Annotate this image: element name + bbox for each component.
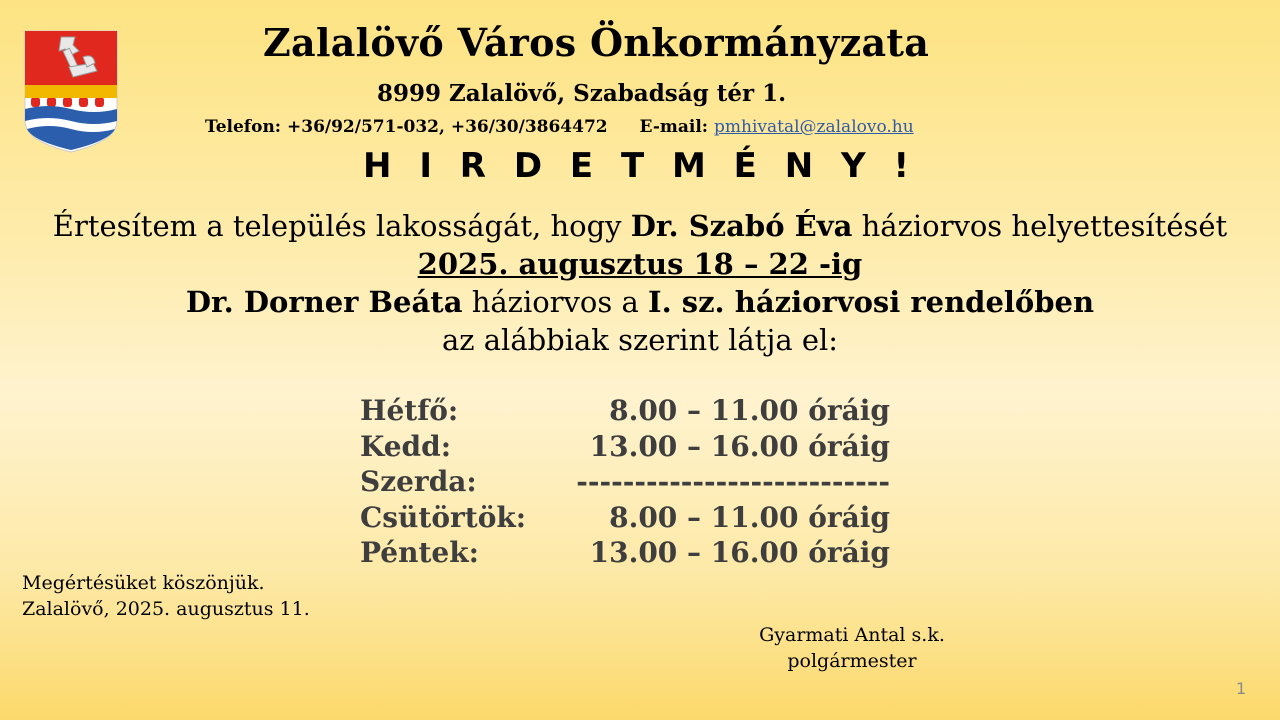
schedule-row (360, 464, 890, 500)
schedule-row (360, 429, 890, 465)
signature-block (752, 622, 952, 674)
signer-name: Gyarmati Antal s.k. (759, 624, 945, 646)
schedule-hours: 8.00 – 11.00 óráig (609, 500, 890, 534)
contact-line (205, 117, 914, 137)
phone-text: Telefon: +36/92/571-032, +36/30/3864472 (205, 117, 608, 137)
substitute-name: Dr. Dorner Beáta (185, 285, 463, 319)
thanks-line: Megértésüket köszönjük. (22, 572, 265, 594)
schedule-day: Hétfő: (360, 394, 459, 427)
signer-title: polgármester (787, 650, 917, 672)
page-title: Zalalövő Város Önkormányzata (263, 20, 930, 65)
schedule-day: Csütörtök: (360, 500, 527, 534)
notice-body (0, 207, 1280, 359)
notice-text: háziorvos a (462, 285, 648, 319)
schedule-table (360, 393, 890, 571)
schedule-row (360, 535, 890, 571)
schedule-hours: 13.00 – 16.00 óráig (589, 429, 890, 463)
email-label: E-mail: (639, 117, 709, 137)
schedule-day: Péntek: (360, 536, 479, 569)
doctor-name: Dr. Szabó Éva (630, 209, 853, 243)
notice-line-3 (0, 283, 1280, 321)
schedule-day: Kedd: (360, 429, 452, 463)
notice-text: Értesítem a település lakosságát, hogy (52, 209, 631, 243)
date-range: 2025. augusztus 18 – 22 -ig (417, 247, 863, 281)
page-number: 1 (1236, 679, 1247, 698)
schedule-row (360, 500, 890, 536)
address: 8999 Zalalövő, Szabadság tér 1. (377, 80, 787, 107)
schedule-day: Szerda: (360, 465, 477, 498)
notice-line-4: az alábbiak szerint látja el: (441, 323, 839, 357)
closing-text (22, 570, 310, 622)
notice-heading: H I R D E T M É N Y ! (363, 146, 917, 186)
coat-of-arms-icon (23, 29, 119, 153)
place-date-line: Zalalövő, 2025. augusztus 11. (22, 598, 310, 620)
notice-text: háziorvos helyettesítését (852, 209, 1228, 243)
schedule-hours: --------------------------- (576, 465, 890, 498)
schedule-row (360, 393, 890, 429)
email-link[interactable]: pmhivatal@zalalovo.hu (714, 117, 914, 137)
office-name: I. sz. háziorvosi rendelőben (648, 285, 1095, 319)
schedule-hours: 13.00 – 16.00 óráig (589, 536, 890, 569)
notice-line-1 (0, 207, 1280, 245)
schedule-hours: 8.00 – 11.00 óráig (609, 394, 890, 427)
